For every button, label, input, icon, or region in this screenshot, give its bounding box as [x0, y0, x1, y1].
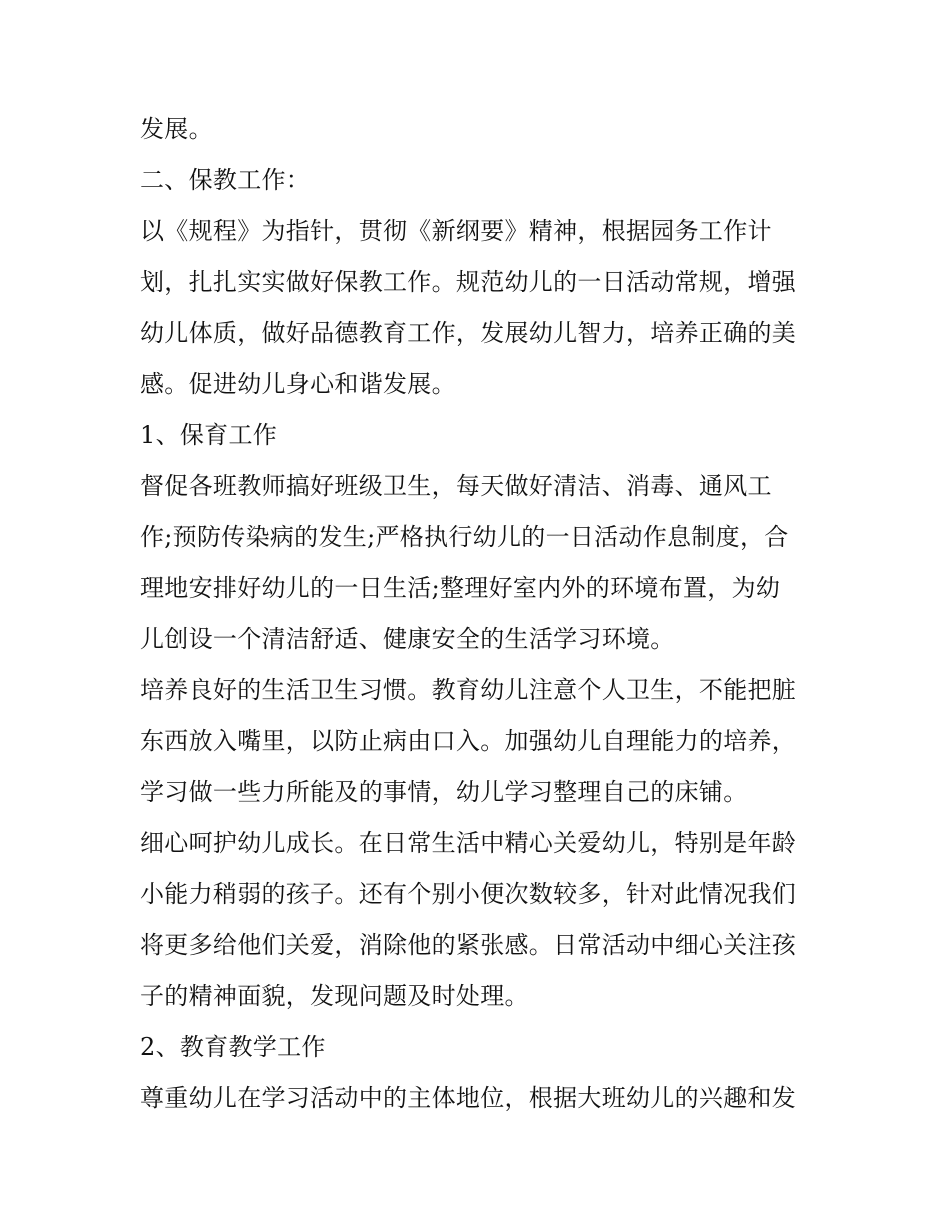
subsection-heading: 1、保育工作 — [140, 421, 278, 449]
text-line: 以《规程》为指针，贯彻《新纲要》精神，根据园务工作计 — [140, 217, 772, 245]
text-line: 感。促进幼儿身心和谐发展。 — [140, 370, 456, 398]
text-line: 学习做一些力所能及的事情，幼儿学习整理自己的床铺。 — [140, 778, 748, 806]
text-line: 督促各班教师搞好班级卫生，每天做好清洁、消毒、通风工 — [140, 472, 772, 500]
text-line: 小能力稍弱的孩子。还有个别小便次数较多，针对此情况我们 — [140, 880, 797, 908]
text-line: 幼儿体质，做好品德教育工作，发展幼儿智力，培养正确的美 — [140, 319, 797, 347]
text-line: 划，扎扎实实做好保教工作。规范幼儿的一日活动常规，增强 — [140, 268, 797, 296]
text-line: 子的精神面貌，发现问题及时处理。 — [140, 982, 529, 1010]
document-body — [140, 104, 820, 1124]
text-line: 发展。 — [140, 115, 213, 143]
text-line: 尊重幼儿在学习活动中的主体地位，根据大班幼儿的兴趣和发 — [140, 1084, 797, 1112]
text-line: 细心呵护幼儿成长。在日常生活中精心关爱幼儿，特别是年龄 — [140, 829, 797, 857]
text-line: 儿创设一个清洁舒适、健康安全的生活学习环境。 — [140, 625, 675, 653]
subsection-heading: 2、教育教学工作 — [140, 1033, 326, 1061]
text-line: 理地安排好幼儿的一日生活;整理好室内外的环境布置，为幼 — [140, 574, 781, 602]
text-line: 将更多给他们关爱，消除他的紧张感。日常活动中细心关注孩 — [140, 931, 797, 959]
section-heading: 二、保教工作： — [140, 166, 311, 194]
text-line: 东西放入嘴里，以防止病由口入。加强幼儿自理能力的培养， — [140, 727, 797, 755]
text-line: 作;预防传染病的发生;严格执行幼儿的一日活动作息制度，合 — [140, 523, 789, 551]
text-line: 培养良好的生活卫生习惯。教育幼儿注意个人卫生，不能把脏 — [140, 676, 797, 704]
